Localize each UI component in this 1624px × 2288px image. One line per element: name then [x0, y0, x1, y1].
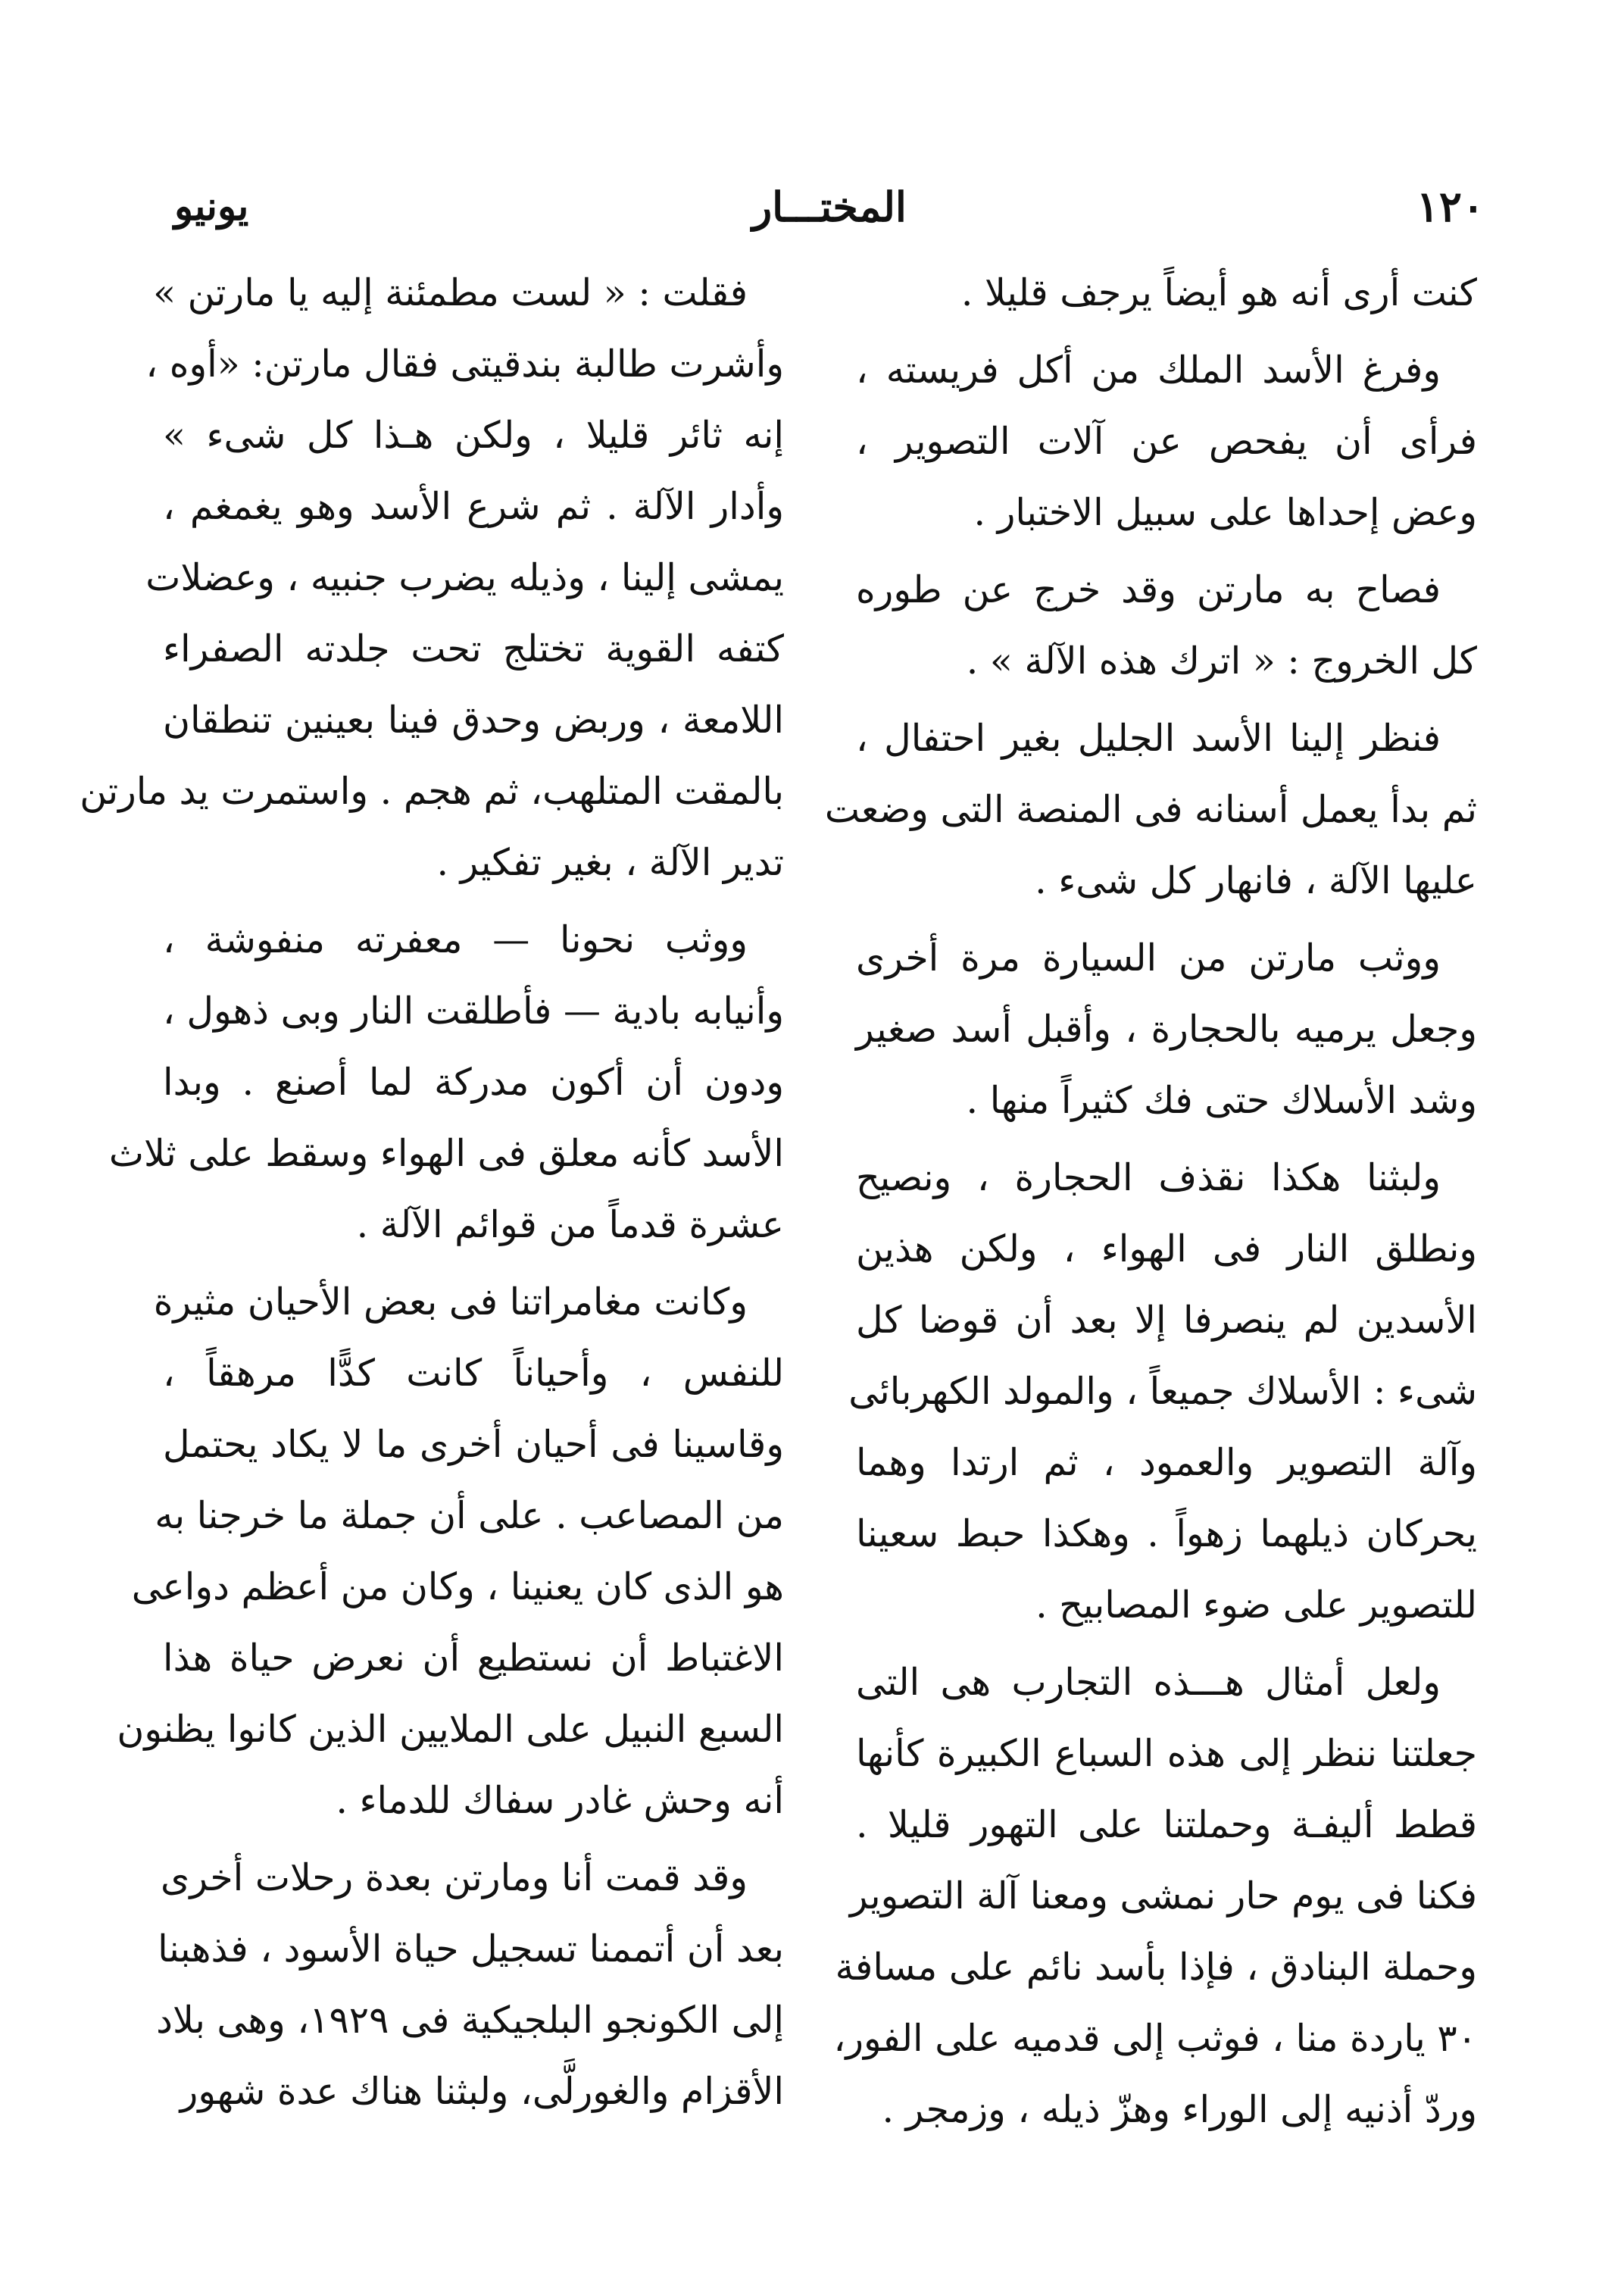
text-line: ولبثنا هكذا نقذف الحجارة ، ونصيح [856, 1156, 1441, 1199]
paragraph [156, 1843, 784, 2127]
text-line: كنت أرى أنه هو أيضاً يرجف قليلا . [960, 271, 1477, 314]
text-column-right [824, 258, 1477, 2197]
text-line: فصاح به مارتن وقد خرج عن طوره [856, 568, 1441, 611]
text-line: وردّ أذنيه إلى الوراء وهزّ ذيله ، وزمجر . [882, 2088, 1477, 2131]
paragraph [848, 1142, 1477, 1641]
text-line: يمشى إلينا ، وذيله يضرب جنبيه ، وعضلات [145, 556, 784, 599]
text-line: كتفه القوية تختلج تحت جلدته الصفراء [163, 627, 784, 670]
paragraph [80, 258, 784, 899]
text-line: الأقزام والغورلَّى، ولبثنا هناك عدة شهور [180, 2070, 784, 2113]
text-line: بالمقت المتلهب، ثم هجم . واستمرت يد مارتن [80, 770, 784, 813]
text-line: بعد أن أتممنا تسجيل حياة الأسود ، فذهبنا [158, 1927, 784, 1971]
text-line: فرأى أن يفحص عن آلات التصوير ، [856, 420, 1477, 463]
paragraph [856, 923, 1477, 1136]
text-line: وجعل يرميه بالحجارة ، وأقبل أسد صغير [856, 1008, 1477, 1051]
page-header [174, 173, 1485, 241]
text-line: ونطلق النار فى الهواء ، ولكن هذين [856, 1227, 1477, 1271]
text-line: وفرغ الأسد الملك من أكل فريسته ، [856, 349, 1441, 392]
text-line: وحملة البنادق ، فإذا بأسد نائم على مسافة [835, 1946, 1477, 1989]
text-line: قطط أليفـة وحملتنا على التهور قليلا . [856, 1803, 1477, 1846]
issue-month: يونيو [174, 183, 249, 230]
paragraph [856, 258, 1477, 329]
text-line: وآلة التصوير والعمود ، ثم ارتدا وهما [856, 1441, 1477, 1484]
text-line: الأسدين لم ينصرفا إلا بعد أن قوضا كل [856, 1299, 1477, 1342]
text-line: اللامعة ، وربض وحدق فينا بعينين تنطقان [163, 699, 784, 742]
text-line: أنه وحش غادر سفاك للدماء . [336, 1779, 784, 1822]
text-line: ٣٠ ياردة منا ، فوثب إلى قدميه على الفور، [833, 2017, 1477, 2060]
text-line: عليها الآلة ، فانهار كل شىء . [1035, 859, 1477, 902]
text-line: للتصوير على ضوء المصابيح . [1035, 1583, 1477, 1627]
text-line: وقاسينا فى أحيان أخرى ما لا يكاد يحتمل [163, 1423, 784, 1466]
text-line: وكانت مغامراتنا فى بعض الأحيان مثيرة [153, 1280, 748, 1324]
paragraph [856, 335, 1477, 549]
text-line: وقد قمت أنا ومارتن بعدة رحلات أخرى [160, 1856, 748, 1899]
paragraph [108, 905, 784, 1261]
text-line: وأشرت طالبة بندقيتى فقال مارتن: «أوه ، [145, 342, 784, 386]
text-line: عشرة قدماً من قوائم الآلة . [356, 1203, 784, 1246]
running-title: المختـــار [752, 183, 907, 231]
text-line: من المصاعب . على أن جملة ما خرجنا به [155, 1494, 784, 1537]
paragraph [833, 1647, 1477, 2146]
text-line: جعلتنا ننظر إلى هذه السباع الكبيرة كأنها [856, 1732, 1477, 1775]
text-column-left [80, 258, 784, 2197]
text-line: وأنيابه بادية — فأطلقت النار وبى ذهول ، [163, 989, 784, 1033]
text-line: يحركان ذيلهما زهواً . وهكذا حبط سعينا [856, 1512, 1477, 1555]
paragraph [856, 555, 1477, 697]
paragraph [117, 1267, 784, 1836]
text-line: وعض إحداها على سبيل الاختبار . [973, 491, 1477, 534]
text-line: ودون أن أكون مدركة لما أصنع . وبدا [163, 1061, 784, 1104]
text-line: وأدار الآلة . ثم شرع الأسد وهو يغمغم ، [163, 485, 784, 528]
text-line: فقلت : « لست مطمئنة إليه يا مارتن » [153, 271, 748, 314]
text-line: تدير الآلة ، بغير تفكير . [436, 841, 784, 884]
text-line: إلى الكونجو البلجيكية فى ١٩٢٩، وهى بلاد [156, 1999, 784, 2042]
text-line: ثم بدأ يعمل أسنانه فى المنصة التى وضعت [824, 788, 1477, 831]
text-line: فنظر إلينا الأسد الجليل بغير احتفال ، [856, 717, 1441, 760]
text-line: الأسد كأنه معلق فى الهواء وسقط على ثلاث [108, 1132, 784, 1175]
text-line: ووثب مارتن من السيارة مرة أخرى [856, 936, 1441, 980]
text-line: شىء : الأسلاك جميعاً ، والمولد الكهربائى [848, 1370, 1477, 1413]
text-line: ولعل أمثال هـــذه التجارب هى التى [856, 1661, 1441, 1704]
text-line: فكنا فى يوم حار نمشى ومعنا آلة التصوير [849, 1874, 1477, 1918]
page-number: ١٢٠ [1416, 182, 1485, 232]
text-line: كل الخروج : « اترك هذه الآلة » . [966, 639, 1477, 683]
paragraph [824, 703, 1477, 917]
text-line: الاغتباط أن نستطيع أن نعرض حياة هذا [163, 1636, 784, 1680]
text-line: وشد الأسلاك حتى فك كثيراً منها . [966, 1079, 1477, 1122]
text-line: هو الذى كان يعنينا ، وكان من أعظم دواعى [131, 1565, 784, 1608]
text-line: ووثب نحونا — معفرته منفوشة ، [163, 918, 748, 961]
text-line: السبع النبيل على الملايين الذين كانوا يظنون [117, 1708, 784, 1751]
text-line: للنفس ، وأحياناً كانت كدًّا مرهقاً ، [163, 1352, 784, 1395]
text-line: إنه ثائر قليلا ، ولكن هـذا كل شىء » [163, 414, 784, 457]
